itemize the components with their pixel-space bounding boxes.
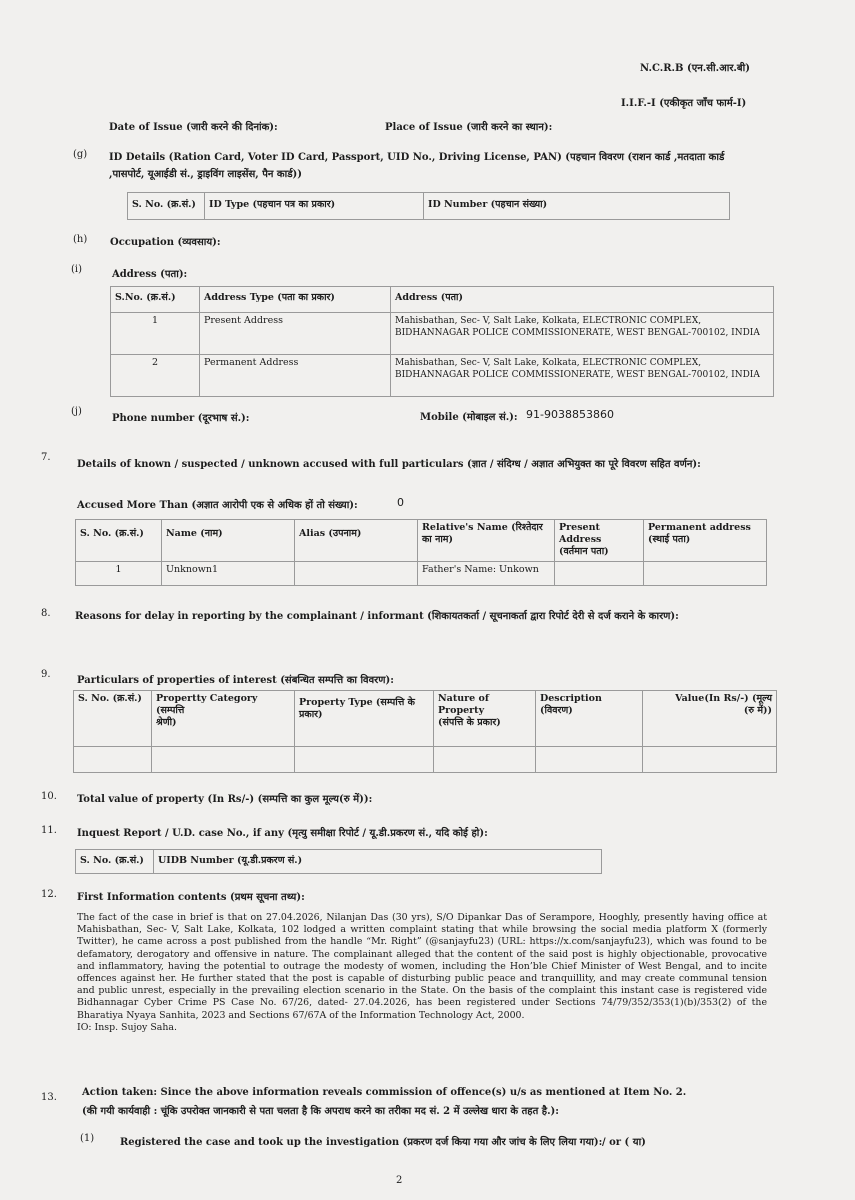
mobile-label: Mobile (मोबाइल सं.): bbox=[420, 412, 518, 423]
ncrb-header: N.C.R.B (एन.सी.आर.बी) bbox=[640, 63, 750, 74]
accused-col-relative-l2: का नाम) bbox=[422, 534, 453, 545]
property-col-description-l2: (विवरण) bbox=[540, 705, 573, 716]
property-col-value-l1: Value(In Rs/-) (मूल्य bbox=[675, 693, 772, 704]
accused-present bbox=[555, 562, 644, 586]
table-row bbox=[76, 562, 767, 586]
accused-alias bbox=[295, 562, 418, 586]
place-of-issue-label: Place of Issue (जारी करने का स्थान): bbox=[385, 122, 553, 133]
section-13-line2: (की गयी कार्यवाही : चूंकि उपरोक्त जानकारी से पता चलता है कि अपराध करने का तरीका मद सं. 2 में उल्लेख धारा के तहत है.): bbox=[82, 1106, 559, 1117]
address-sno: 1 bbox=[111, 313, 200, 355]
first-information-contents bbox=[77, 912, 767, 1034]
property-col-value bbox=[643, 691, 777, 747]
address-type: Present Address bbox=[200, 313, 391, 355]
section-7-title: Details of known / suspected / unknown accused with full particulars (ज्ञात / संदिग्ध / अज्ञात अभियुक्त का पूरे विवरण सहित वर्णन): bbox=[77, 459, 701, 470]
section-12-title: First Information contents (प्रथम सूचना तथ्य): bbox=[77, 892, 305, 903]
section-12-number: 12. bbox=[41, 889, 57, 900]
inquest-table bbox=[75, 849, 602, 874]
address-value: Mahisbathan, Sec- V, Salt Lake, Kolkata, ELECTRONIC COMPLEX, BIDHANNAGAR POLICE COMMISSIONERATE, WEST BENGAL-700102, INDIA bbox=[391, 355, 774, 397]
form-header: I.I.F.-I (एकीकृत जाँच फार्म-I) bbox=[621, 98, 747, 109]
sub-item-1-option: / or ( या) bbox=[602, 1137, 646, 1148]
address-type: Permanent Address bbox=[200, 355, 391, 397]
accused-table bbox=[75, 519, 767, 586]
accused-col-relative-l1: Relative's Name (रिश्तेदार bbox=[422, 522, 543, 533]
property-col-category-l2: (सम्पत्ति bbox=[156, 705, 185, 716]
table-row bbox=[74, 747, 777, 773]
accused-col-alias: Alias (उपनाम) bbox=[295, 520, 418, 562]
inquest-col-uidb: UIDB Number (यू.डी.प्रकरण सं.) bbox=[154, 850, 602, 874]
accused-col-sno: S. No. (क्र.सं.) bbox=[76, 520, 162, 562]
accused-col-permanent bbox=[644, 520, 767, 562]
accused-col-permanent-l1: Permanent address bbox=[648, 522, 751, 533]
property-col-description-l1: Description bbox=[540, 693, 602, 704]
address-table bbox=[110, 286, 774, 397]
properties-table bbox=[73, 690, 777, 773]
fir-body-text: The fact of the case in brief is that on 27.04.2026, Nilanjan Das (30 yrs), S/O Dipankar Das of Serampore, Hooghly, presently having office at Mahisbathan, Sec- V, Salt Lake, Kolkata, 102 lodged a written complaint stating that while browsing the social media platform X (formerly Twitter), he came across a post published from the handle “Mr. Right” (@sanjayfu23) (URL: https://x.com/sanjayfu23), which was found to be defamatory, derogatory and offensive in nature. The complainant alleged that the content of the said post is highly objectionable, provocative and inflammatory, having the potential to outrage the modesty of women, including the Hon’ble Chief Minister of West Bengal, and to incite offences against her. He further stated that the post is capable of disturbing public peace and tranquillity, and may create communal tension and public unrest, especially in the prevailing election scenario in the State. On the basis of the complaint this instant case is registered vide Bidhannagar Cyber Crime PS Case No. 67/26, dated- 27.04.2026, has been registered under Sections 74/79/352/353(1)(b)/353(2) of the Bharatiya Nyaya Sanhita, 2023 and Sections 67/67A of the Information Technology Act, 2000. bbox=[77, 912, 767, 1021]
id-details-label: ID Details (Ration Card, Voter ID Card, Passport, UID No., Driving License, PAN) (पहचान विवरण (राशन कार्ड ,मतदाता कार्ड bbox=[109, 152, 725, 163]
accused-name: Unknown1 bbox=[162, 562, 295, 586]
item-j-number: (j) bbox=[71, 406, 82, 417]
id-col-number: ID Number (पहचान संख्या) bbox=[424, 193, 730, 220]
section-11-number: 11. bbox=[41, 825, 57, 836]
property-col-value-l2: (रु में)) bbox=[743, 705, 772, 716]
address-col-type: Address Type (पता का प्रकार) bbox=[200, 287, 391, 313]
property-col-sno: S. No. (क्र.सं.) bbox=[74, 691, 152, 747]
property-col-nature-l2: (संपत्ति के प्रकार) bbox=[438, 717, 501, 728]
phone-label: Phone number (दूरभाष सं.): bbox=[112, 413, 250, 424]
property-col-description bbox=[536, 691, 643, 747]
section-10-title: Total value of property (In Rs/-) (सम्पत्ति का कुल मूल्य(रु में)): bbox=[77, 794, 373, 805]
page-number: 2 bbox=[396, 1175, 403, 1186]
accused-sno: 1 bbox=[76, 562, 162, 586]
section-10-number: 10. bbox=[41, 791, 57, 802]
property-col-nature-l1: Nature of Property bbox=[438, 693, 489, 716]
section-7-number: 7. bbox=[41, 452, 51, 463]
id-col-sno: S. No. (क्र.सं.) bbox=[128, 193, 205, 220]
property-cell bbox=[643, 747, 777, 773]
property-col-type-l1: Property Type (सम्पत्ति के bbox=[299, 697, 415, 708]
property-col-category bbox=[152, 691, 295, 747]
property-cell bbox=[536, 747, 643, 773]
accused-more-than-value: 0 bbox=[397, 496, 404, 509]
section-8-title: Reasons for delay in reporting by the complainant / informant (शिकायतकर्ता / सूचनाकर्ता द्वारा रिपोर्ट देरी से दर्ज कराने के कारण): bbox=[75, 611, 679, 622]
accused-more-than-label: Accused More Than (अज्ञात आरोपी एक से अधिक हों तो संख्या): bbox=[77, 500, 358, 511]
address-col-sno: S.No. (क्र.सं.) bbox=[111, 287, 200, 313]
table-row bbox=[111, 313, 774, 355]
accused-col-present-l2: (वर्तमान पता) bbox=[559, 546, 609, 557]
accused-permanent bbox=[644, 562, 767, 586]
occupation-label: Occupation (व्यवसाय): bbox=[110, 237, 221, 248]
section-13-line1: Action taken: Since the above information reveals commission of offence(s) u/s as mentioned at Item No. 2. bbox=[82, 1087, 687, 1098]
item-h-number: (h) bbox=[73, 234, 88, 245]
property-col-category-l1: Propertty Category bbox=[156, 693, 258, 704]
property-col-type-l2: प्रकार) bbox=[299, 709, 323, 720]
address-sno: 2 bbox=[111, 355, 200, 397]
accused-col-permanent-l2: (स्थाई पता) bbox=[648, 534, 691, 545]
accused-col-relative bbox=[418, 520, 555, 562]
table-row bbox=[111, 355, 774, 397]
property-cell bbox=[295, 747, 434, 773]
property-col-type bbox=[295, 691, 434, 747]
address-col-address: Address (पता) bbox=[391, 287, 774, 313]
id-details-table bbox=[127, 192, 730, 220]
sub-item-1-number: (1) bbox=[80, 1133, 95, 1144]
sub-item-1-text: Registered the case and took up the investigation (प्रकरण दर्ज किया गया और जांच के लिए लिया गया): bbox=[120, 1137, 603, 1148]
date-of-issue-label: Date of Issue (जारी करने की दिनांक): bbox=[109, 122, 278, 133]
mobile-value: 91-9038853860 bbox=[526, 408, 614, 421]
section-13-number: 13. bbox=[41, 1092, 57, 1103]
id-details-label-cont: ,पासपोर्ट, यूआईडी सं., ड्राइविंग लाइसेंस, पैन कार्ड)) bbox=[109, 169, 303, 180]
inquest-col-sno: S. No. (क्र.सं.) bbox=[76, 850, 154, 874]
address-label: Address (पता): bbox=[112, 269, 188, 280]
section-9-number: 9. bbox=[41, 669, 51, 680]
property-cell bbox=[74, 747, 152, 773]
section-8-number: 8. bbox=[41, 608, 51, 619]
property-cell bbox=[434, 747, 536, 773]
item-g-number: (g) bbox=[73, 149, 88, 160]
address-value: Mahisbathan, Sec- V, Salt Lake, Kolkata, ELECTRONIC COMPLEX, BIDHANNAGAR POLICE COMMISSIONERATE, WEST BENGAL-700102, INDIA bbox=[391, 313, 774, 355]
section-11-title: Inquest Report / U.D. case No., if any (मृत्यु समीक्षा रिपोर्ट / यू.डी.प्रकरण सं., यदि कोई हो): bbox=[77, 828, 488, 839]
accused-col-present-l1: Present Address bbox=[559, 522, 602, 545]
property-cell bbox=[152, 747, 295, 773]
id-col-type: ID Type (पहचान पत्र का प्रकार) bbox=[205, 193, 424, 220]
property-col-category-l3: श्रेणी) bbox=[156, 717, 177, 728]
item-i-number: (i) bbox=[71, 264, 83, 275]
accused-relative: Father's Name: Unkown bbox=[418, 562, 555, 586]
fir-io-text: IO: Insp. Sujoy Saha. bbox=[77, 1021, 177, 1033]
accused-col-present bbox=[555, 520, 644, 562]
section-9-title: Particulars of properties of interest (संबन्धित सम्पत्ति का विवरण): bbox=[77, 675, 394, 686]
accused-col-name: Name (नाम) bbox=[162, 520, 295, 562]
property-col-nature bbox=[434, 691, 536, 747]
